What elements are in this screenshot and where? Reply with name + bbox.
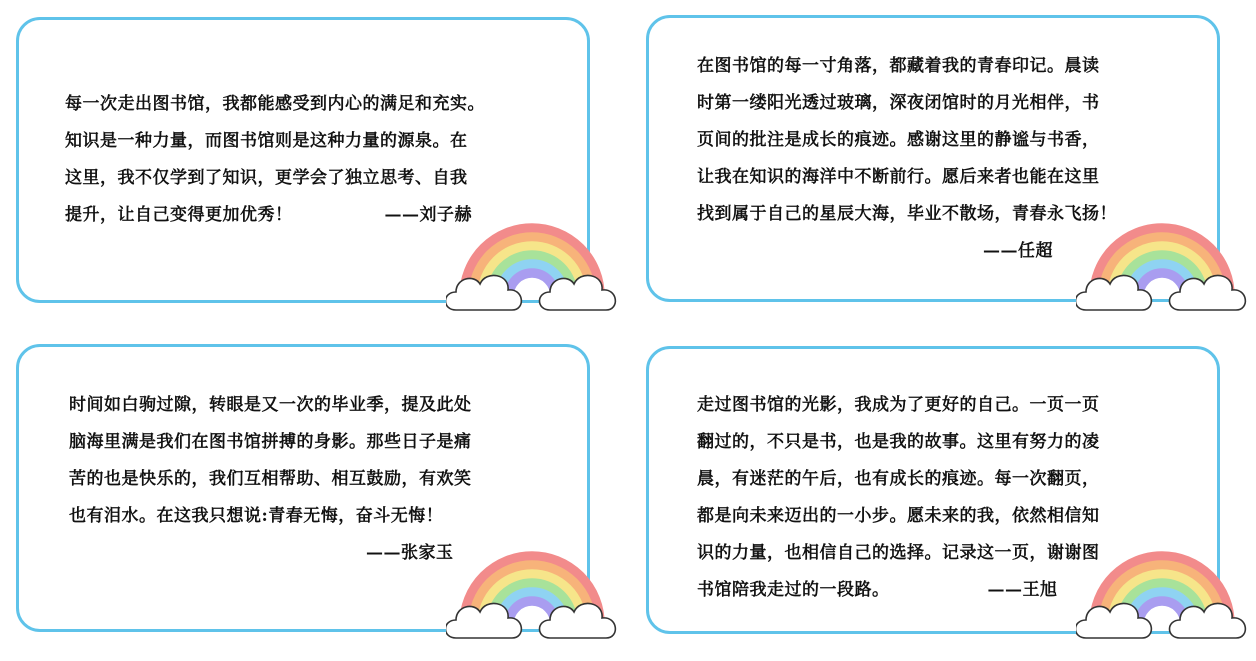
author-signature: ——刘子赫: [384, 205, 472, 225]
message-line: 书馆陪我走过的一段路。: [697, 580, 890, 600]
message-text-1: [65, 86, 485, 234]
message-line: 时第一缕阳光透过玻璃，深夜闭馆时的月光相伴，书: [697, 93, 1100, 113]
message-line: 这里，我不仅学到了知识，更学会了独立思考、自我: [65, 168, 468, 188]
message-line: 页间的批注是成长的痕迹。感谢这里的静谧与书香，: [697, 130, 1100, 150]
message-line: 翻过的，不只是书，也是我的故事。这里有努力的凌: [697, 432, 1100, 452]
author-signature: ——任超: [983, 241, 1053, 261]
message-line: 晨，有迷茫的午后，也有成长的痕迹。每一次翻页，: [697, 469, 1100, 489]
message-line: 都是向未来迈出的一小步。愿未来的我，依然相信知: [697, 506, 1100, 526]
message-line: 时间如白驹过隙，转眼是又一次的毕业季，提及此处: [69, 395, 472, 415]
message-line: 知识是一种力量，而图书馆则是这种力量的源泉。在: [65, 131, 468, 151]
message-line: 提升，让自己变得更加优秀！: [65, 205, 293, 225]
message-text-2: [697, 48, 1117, 270]
message-line: 让我在知识的海洋中不断前行。愿后来者也能在这里: [697, 167, 1100, 187]
message-text-3: [69, 387, 472, 572]
message-line: 每一次走出图书馆，我都能感受到内心的满足和充实。: [65, 94, 485, 114]
message-line: 也有泪水。在这我只想说:青春无悔，奋斗无悔！: [69, 506, 444, 526]
rainbow-cloud-icon: [446, 222, 618, 318]
message-line: 找到属于自己的星辰大海，毕业不散场，青春永飞扬！: [697, 204, 1117, 224]
message-line: 苦的也是快乐的，我们互相帮助、相互鼓励，有欢笑: [69, 469, 472, 489]
author-signature: ——张家玉: [366, 543, 454, 563]
rainbow-cloud-icon: [1076, 222, 1248, 318]
message-text-4: [697, 387, 1100, 609]
message-line: 脑海里满是我们在图书馆拼搏的身影。那些日子是痛: [69, 432, 472, 452]
rainbow-cloud-icon: [1076, 550, 1248, 646]
message-line: 识的力量，也相信自己的选择。记录这一页，谢谢图: [697, 543, 1100, 563]
author-signature: ——王旭: [987, 580, 1058, 600]
message-line: 走过图书馆的光影，我成为了更好的自己。一页一页: [697, 395, 1100, 415]
message-line: 在图书馆的每一寸角落，都藏着我的青春印记。晨读: [697, 56, 1100, 76]
rainbow-cloud-icon: [446, 550, 618, 646]
